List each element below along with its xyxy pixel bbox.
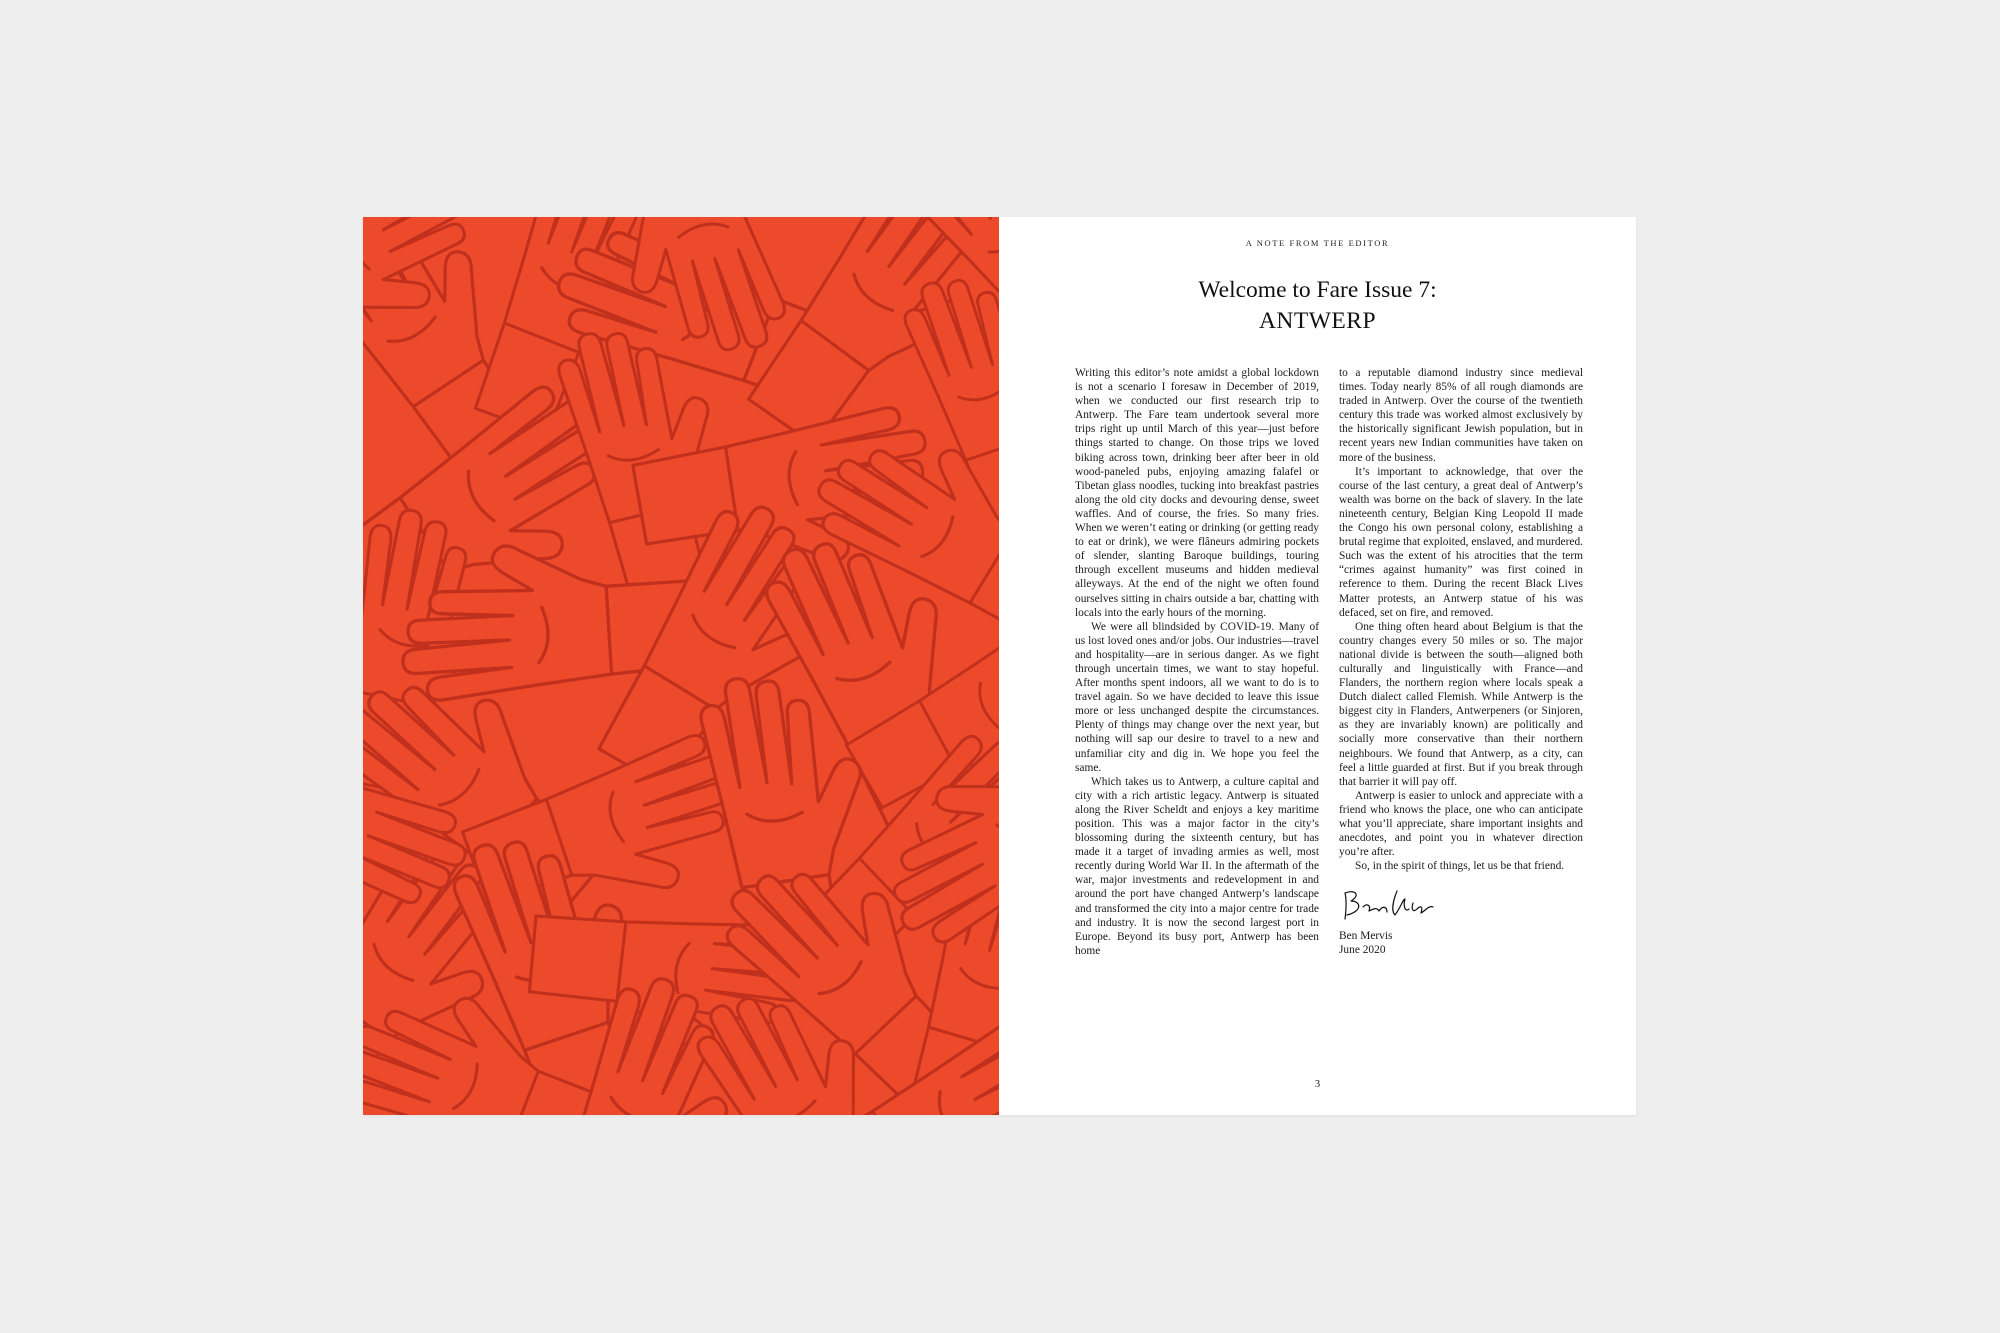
handwritten-signature: [1339, 885, 1449, 925]
body-column-right: [1339, 366, 1583, 958]
title-line-1: Welcome to Fare Issue 7:: [1198, 277, 1437, 303]
page-title: [999, 275, 1636, 337]
signature-date: June 2020: [1339, 944, 1386, 957]
body-paragraph: We were all blindsided by COVID-19. Many of us lost loved ones and/or jobs. Our industries—travel and hospitality—are in serious danger. As we fight through uncertain times, we want to stay hopeful. After months spent indoors, all we want to do is to travel again. So we have decided to leave this issue more or less unchanged despite the circumstances. Plenty of things may change over the next year, but nothing will sap our desire to travel to a new and unfamiliar city and dig in. We hope you feel the same.: [1075, 620, 1319, 774]
section-kicker: A NOTE FROM THE EDITOR: [1245, 238, 1390, 248]
body-paragraph: Writing this editor’s note amidst a global lockdown is not a scenario I foresaw in December of 2019, when we conducted our first research trip to Antwerp. The Fare team undertook several more trips right up until March of this year—just before things started to change. On those trips we loved biking across town, drinking beer after beer in old wood-paneled pubs, enjoying amazing falafel or Tibetan glass noodles, tucking into breakfast pastries along the old city docks and devouring dense, sweet waffles. And of course, the fries. So many fries. When we weren’t eating or drinking (or getting ready to eat or drink), we were flâneurs admiring pockets of slender, slanting Baroque buildings, touring through excellent museums and hidden medieval alleyways. At the end of the night we often found ourselves sitting in chairs outside a bar, chatting with locals into the early hours of the morning.: [1075, 367, 1319, 619]
title-line-2: ANTWERP: [1258, 308, 1377, 334]
body-column-left: [1075, 366, 1319, 958]
page-number: 3: [1314, 1079, 1321, 1090]
body-paragraph: One thing often heard about Belgium is that the country changes every 50 miles or so. The major national divide is between the south—aligned both culturally and linguistically with France—and Flanders, the northern region where locals speak a Dutch dialect called Flemish. While Antwerp is the biggest city in Flanders, Antwerpeners (or Sinjoren, as they are invariably known) are politically and socially more conservative than their northern neighbours. We found that Antwerp, as a city, can feel a little guarded at first. But if you break through that barrier it will pay off.: [1339, 620, 1583, 788]
magazine-spread: [363, 217, 1636, 1115]
body-paragraph: to a reputable diamond industry since medieval times. Today nearly 85% of all rough diamonds are traded in Antwerp. Over the course of the twentieth century this trade was worked almost exclusively by the historically significant Jewish population, but in recent years new Indian communities have taken on more of the business.: [1339, 367, 1583, 464]
hands-pattern-illustration: [363, 217, 999, 1115]
editor-note-page: [999, 217, 1636, 1115]
body-paragraph: Which takes us to Antwerp, a culture capital and city with a rich artistic legacy. Antwerp is situated along the River Scheldt and enjoys a key maritime position. This was a major factor in the city’s blossoming during the sixteenth century, but has made it a target of invading armies as well, most recently during World War II. In the aftermath of the war, major investments and redevelopment in and around the port have changed Antwerp’s landscape and transformed the city into a major centre for trade and industry. It is now the second largest port in Europe. Beyond its busy port, Antwerp has been home: [1075, 775, 1319, 957]
body-paragraph: It’s important to acknowledge, that over the course of the last century, a great deal of Antwerp’s wealth was borne on the back of slavery. In the late nineteenth century, Belgian King Leopold II made the Congo his own personal colony, establishing a brutal regime that exploited, enslaved, and murdered. Such was the extent of his atrocities that the term “crimes against humanity” was first coined in reference to them. During the recent Black Lives Matter protests, an Antwerp statue of his was defaced, set on fire, and removed.: [1339, 465, 1583, 619]
illustration-page: [363, 217, 999, 1115]
signature-name: Ben Mervis: [1339, 930, 1393, 943]
body-paragraph: So, in the spirit of things, let us be that friend.: [1355, 860, 1565, 873]
body-columns: [1075, 366, 1583, 958]
body-paragraph: Antwerp is easier to unlock and appreciate with a friend who knows the place, one who can anticipate what you’ll appreciate, share important insights and anecdotes, and point you in whatever direction you’re after.: [1339, 789, 1583, 859]
